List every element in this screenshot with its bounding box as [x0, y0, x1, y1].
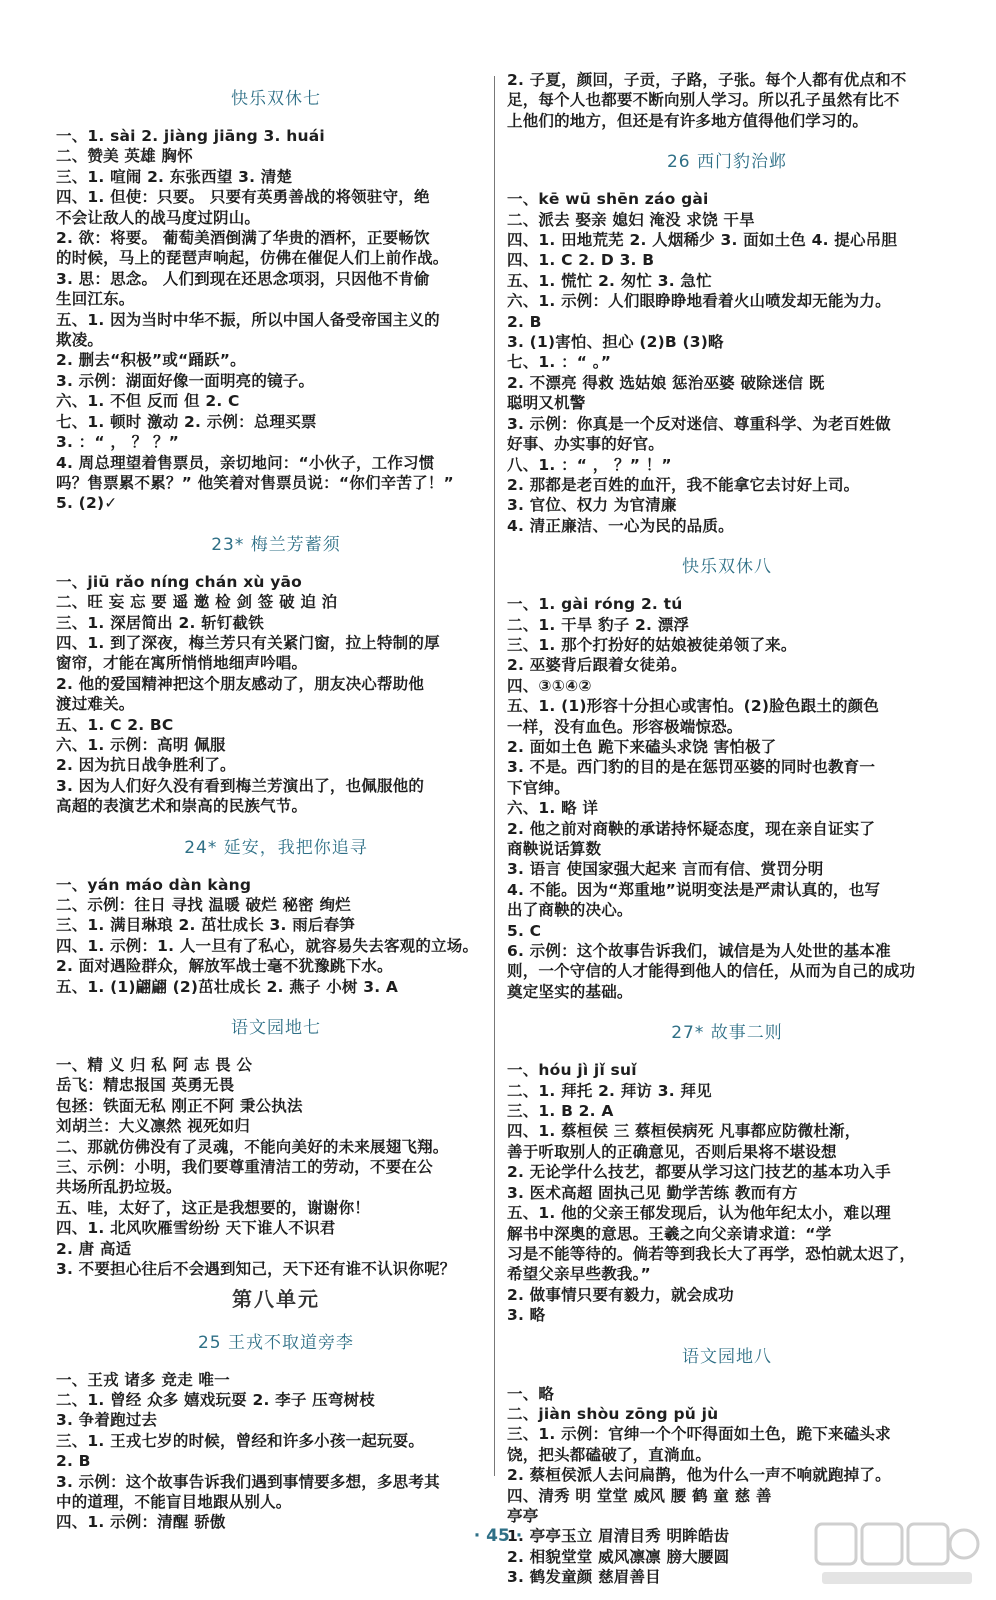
answer-line: 3. 因为人们好久没有看到梅兰芳演出了，也佩服他的: [56, 776, 425, 795]
answer-line: 二、那就仿佛没有了灵魂，不能向美好的未来展翅飞翔。: [56, 1137, 449, 1156]
unit-title: 第八单元: [232, 1286, 320, 1311]
answer-line: 2. 相貌堂堂 威风凛凛 膀大腰圆: [507, 1547, 730, 1566]
answer-line: 一样，没有血色。形容极端惊恐。: [507, 717, 743, 736]
answer-line: 一、1. sài 2. jiàng jiāng 3. huái: [56, 127, 325, 145]
answer-line: 2. B: [56, 1452, 91, 1471]
answer-line: 四、1. 到了深夜，梅兰芳只有关紧门窗，拉上特制的厚: [56, 633, 440, 652]
answer-line: 3. 略: [507, 1306, 546, 1325]
answer-line: 七、1. ：“ 。”: [507, 353, 612, 372]
answer-line: 2. 蔡桓侯派人去问扁鹊，他为什么一声不响就跑掉了。: [507, 1466, 891, 1485]
answer-line: 四、③①④②: [507, 676, 592, 695]
answer-line: 出了商鞅的决心。: [507, 901, 633, 920]
answer-line: 七、1. 顿时 激动 2. 示例：总理买票: [56, 412, 317, 431]
column-divider: [494, 76, 495, 1476]
answer-line: 2. 做事情只要有毅力，就会成功: [507, 1285, 734, 1304]
answer-line: 六、1. 略 详: [507, 799, 599, 818]
answer-line: 窗帘，才能在寓所悄悄地细声吟唱。: [56, 654, 308, 673]
answer-line: 岳飞：精忠报国 英勇无畏: [56, 1076, 235, 1095]
answer-line: 饶，把头都磕破了，直淌血。: [507, 1445, 712, 1464]
answer-line: 高超的表演艺术和崇高的民族气节。: [56, 797, 308, 816]
answer-line: 3. 示例：这个故事告诉我们遇到事情要多想，多思考其: [56, 1472, 440, 1491]
answer-line: 2. 面如土色 跪下来磕头求饶 害怕极了: [507, 737, 777, 756]
answer-line: 5. (2)✓: [56, 494, 118, 513]
answer-line: 2. 子夏，颜回，子贡，子路，子张。每个人都有优点和不: [507, 71, 907, 89]
answer-line: 则，一个守信的人才能得到他人的信任，从而为自己的成功: [507, 962, 916, 981]
answer-line: 3. (1)害怕、担心 (2)B (3)略: [507, 333, 724, 352]
answer-line: 聪明又机警: [507, 394, 586, 413]
answer-line: 3. 争着跑过去: [56, 1411, 158, 1430]
answer-line: 3. 不是。西门豹的目的是在惩罚巫婆的同时也教育一: [507, 758, 876, 777]
page-number: · 45 ·: [473, 1526, 523, 1546]
answer-line: 2. 他之前对商鞅的承诺持怀疑态度，现在亲自证实了: [507, 819, 876, 838]
answer-line: 习是不能等待的。倘若等到我长大了再学，恐怕就太迟了，: [507, 1244, 916, 1263]
answer-line: 三、1. 深居简出 2. 斩钉截铁: [56, 613, 264, 632]
answer-line: 1. 亭亭玉立 眉清目秀 明眸皓齿: [507, 1527, 730, 1546]
answer-line: 三、1. 喧闹 2. 东张西望 3. 清楚: [56, 167, 293, 186]
answer-line: 五、1. (1)翩翩 (2)茁壮成长 2. 燕子 小树 3. A: [56, 977, 399, 996]
answer-line: 二、旺 妄 忘 要 遥 邀 检 剑 签 破 迫 泊: [56, 593, 338, 612]
answer-line: 三、1. 那个打扮好的姑娘被徒弟领了来。: [507, 635, 797, 654]
answer-line: 四、1. 示例：1. 人一旦有了私心，就容易失去客观的立场。: [56, 936, 479, 955]
answer-line: 一、kē wū shēn záo gài: [507, 190, 709, 209]
answer-line: 2. 不漂亮 得救 选姑娘 惩治巫婆 破除迷信 既: [507, 373, 825, 392]
answer-line: 4. 不能。因为“郑重地”说明变法是严肃认真的，也写: [507, 880, 881, 899]
answer-line: 上他们的地方，但还是有许多地方值得他们学习的。: [507, 111, 869, 130]
answer-line: 奠定坚实的基础。: [507, 982, 633, 1001]
answer-line: 一、jiū rǎo níng chán xù yāo: [56, 572, 303, 591]
answer-line: 一、精 义 归 私 阿 志 畏 公: [56, 1056, 253, 1075]
answer-line: 2. 因为抗日战争胜利了。: [56, 756, 236, 775]
answer-line: 五、1. (1)形容十分担心或害怕。(2)脸色跟土的颜色: [507, 697, 880, 716]
answer-line: 2. 无论学什么技艺，都要从学习这门技艺的基本功入手: [507, 1163, 891, 1182]
answer-line: 四、1. 但使：只要。 只要有英勇善战的将领驻守，绝: [56, 188, 430, 207]
answer-line: 足，每个人也都要不断向别人学习。所以孔子虽然有比不: [507, 91, 900, 110]
answer-line: 渡过难关。: [56, 695, 135, 714]
answer-line: 4. 清正廉洁、一心为民的品质。: [507, 516, 734, 535]
answer-line: 2. B: [507, 312, 542, 331]
section-heading: 快乐双休八: [682, 557, 772, 578]
answer-line: 二、派去 娶亲 媳妇 淹没 求饶 干旱: [507, 210, 755, 229]
answer-line: 包拯：铁面无私 刚正不阿 秉公执法: [56, 1096, 303, 1115]
answer-line: 三、1. 示例：官绅一个个吓得面如土色，跪下来磕头求: [507, 1425, 891, 1444]
answer-line: 善于听取别人的正确意见，否则后果将不堪设想: [507, 1142, 837, 1161]
answer-line: 六、1. 示例：人们眼睁睁地看着火山喷发却无能为力。: [507, 292, 891, 311]
answer-line: 3. 思：思念。 人们到现在还思念项羽，只因他不肯偷: [56, 269, 430, 288]
answer-line: 2. 欲：将要。 葡萄美酒倒满了华贵的酒杯，正要畅饮: [56, 229, 430, 248]
answer-line: 六、1. 不但 反而 但 2. C: [56, 392, 240, 411]
answer-line: 八、1. ：“ ， ？” ！”: [507, 455, 672, 474]
answer-line: 2. 唐 高适: [56, 1239, 132, 1258]
watermark-logo-icon: [812, 1518, 982, 1590]
answer-line: 三、1. 满目琳琅 2. 茁壮成长 3. 雨后春笋: [56, 916, 356, 935]
answer-line: 生回江东。: [56, 290, 135, 309]
answer-line: 5. C: [507, 921, 542, 940]
answer-line: 2. 他的爱国精神把这个朋友感动了，朋友决心帮助他: [56, 674, 425, 693]
section-heading: 24* 延安，我把你追寻: [184, 837, 368, 858]
answer-line: 四、1. 北风吹雁雪纷纷 天下谁人不识君: [56, 1219, 336, 1238]
answer-line: 好事、办实事的好官。: [507, 435, 665, 454]
answer-line: 共场所乱扔垃圾。: [56, 1178, 182, 1197]
answer-line: 五、1. 慌忙 2. 匆忙 3. 急忙: [507, 271, 712, 290]
answer-line: 中的道理，不能盲目地跟从别人。: [56, 1492, 292, 1511]
answer-line: 2. 那都是老百姓的血汗，我不能拿它去讨好上司。: [507, 475, 860, 494]
answer-line: 一、王戎 诸多 竞走 唯一: [56, 1370, 230, 1389]
answer-line: 五、1. C 2. BC: [56, 715, 174, 734]
section-heading: 26 西门豹治邺: [666, 152, 788, 173]
answer-line: 希望父亲早些教我。”: [507, 1265, 651, 1284]
answer-line: 四、清秀 明 堂堂 威风 腰 鹤 童 慈 善: [507, 1486, 772, 1505]
answer-line: 3. 不要担心往后不会遇到知己，天下还有谁不认识你呢？: [56, 1260, 456, 1279]
answer-line: 二、示例：往日 寻找 温暖 破烂 秘密 绚烂: [56, 896, 351, 914]
answer-line: 三、1. 王戎七岁的时候，曾经和许多小孩一起玩耍。: [56, 1431, 425, 1450]
answer-line: 四、1. C 2. D 3. B: [507, 251, 655, 270]
answer-line: 二、赞美 英雄 胸怀: [56, 147, 193, 166]
answer-line: 4. 周总理望着售票员，亲切地问：“小伙子，工作习惯: [56, 453, 435, 472]
left-column: [56, 74, 496, 1533]
answer-line: 一、1. gài róng 2. tú: [507, 595, 683, 614]
answer-line: 二、jiàn shòu zōng pǔ jù: [507, 1404, 719, 1423]
answer-line: 四、1. 田地荒芜 2. 人烟稀少 3. 面如土色 4. 提心吊胆: [507, 231, 898, 250]
answer-line: 吗？售票累不累？” 他笑着对售票员说：“你们辛苦了！”: [56, 473, 454, 492]
answer-line: 二、1. 拜托 2. 拜访 3. 拜见: [507, 1081, 712, 1100]
section-heading: 27* 故事二则: [671, 1023, 783, 1044]
answer-line: 的时候，马上的琵琶声响起，仿佛在催促人们上前作战。: [56, 249, 449, 268]
right-column: [507, 70, 947, 1588]
answer-line: 三、1. B 2. A: [507, 1102, 614, 1121]
section-heading: 25 王戎不取道旁李: [197, 1332, 355, 1353]
answer-line: 二、1. 曾经 众多 嬉戏玩耍 2. 李子 压弯树枝: [56, 1390, 375, 1409]
answer-line: 一、yán máo dàn kàng: [56, 875, 252, 894]
answer-line: 6. 示例：这个故事告诉我们，诚信是为人处世的基本准: [507, 942, 891, 961]
answer-line: 2. 面对遇险群众，解放军战士毫不犹豫跳下水。: [56, 957, 393, 976]
answer-line: 3. 官位、权力 为官清廉: [507, 496, 677, 515]
section-heading: 快乐双休七: [231, 89, 321, 109]
section-heading: 23* 梅兰芳蓄须: [211, 534, 341, 555]
section-heading: 语文园地七: [231, 1018, 321, 1039]
answer-line: 四、1. 蔡桓侯 三 蔡桓侯病死 凡事都应防微杜渐，: [507, 1122, 861, 1141]
answer-line: 3. 鹤发童颜 慈眉善目: [507, 1568, 661, 1587]
answer-line: 下官绅。: [507, 778, 570, 797]
answer-line: 商鞅说话算数: [507, 840, 602, 858]
answer-line: 刘胡兰：大义凛然 视死如归: [56, 1117, 250, 1136]
answer-line: 3. 示例：湖面好像一面明亮的镜子。: [56, 371, 315, 390]
answer-line: 六、1. 示例：高明 佩服: [56, 735, 226, 754]
section-heading: 语文园地八: [682, 1346, 772, 1367]
answer-line: 一、hóu jì jǐ suǐ: [507, 1061, 637, 1080]
answer-line: 五、哇，太好了，这正是我想要的，谢谢你！: [56, 1198, 371, 1217]
answer-line: 五、1. 他的父亲王郁发现后，认为他年纪太小，难以理: [507, 1204, 891, 1223]
answer-line: 2. 删去“积极”或“踊跃”。: [56, 351, 246, 370]
answer-line: 3. 示例：你真是一个反对迷信、尊重科学、为老百姓做: [507, 414, 891, 433]
answer-line: 3. 医术高超 固执己见 勤学苦练 教而有方: [507, 1183, 798, 1202]
answer-line: 3. 语言 使国家强大起来 言而有信、赏罚分明: [507, 860, 824, 879]
answer-line: 3. ：“ ， ？ ？”: [56, 433, 180, 452]
answer-line: 不会让敌人的战马度过阴山。: [56, 208, 261, 227]
answer-line: 亭亭: [507, 1506, 539, 1525]
answer-line: 五、1. 因为当时中华不振，所以中国人备受帝国主义的: [56, 310, 440, 329]
answer-line: 欺凌。: [56, 331, 104, 350]
answer-line: 三、示例：小明，我们要尊重清洁工的劳动，不要在公: [56, 1158, 433, 1177]
answer-line: 解书中深奥的意思。王羲之向父亲请求道：“学: [507, 1224, 832, 1243]
answer-line: 四、1. 示例：清醒 骄傲: [56, 1513, 226, 1532]
answer-line: 2. 巫婆背后跟着女徒弟。: [507, 656, 687, 675]
answer-line: 一、略: [507, 1384, 555, 1403]
answer-line: 二、1. 干旱 豹子 2. 漂浮: [507, 615, 690, 634]
